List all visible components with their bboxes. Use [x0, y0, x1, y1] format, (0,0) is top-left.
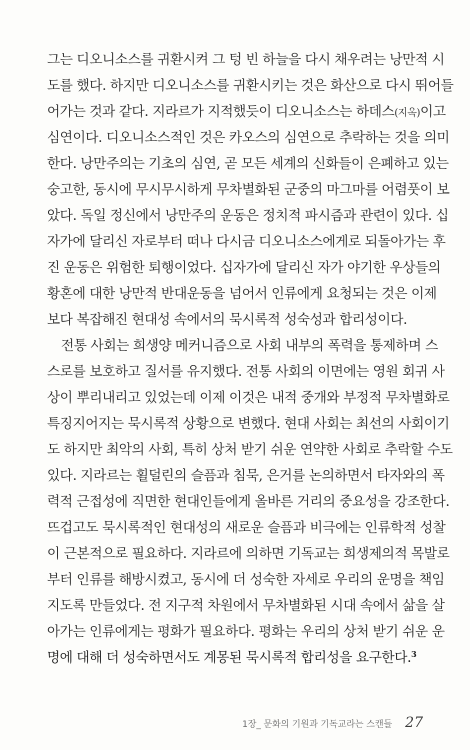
- text-segment: 명에 대해 더 성숙하면서도 계몽된 묵시록적 합리성을 요구한다.: [47, 650, 412, 666]
- running-head: 1장_ 문화의 기원과 기독교라는 스캔들: [242, 720, 393, 730]
- page-number: 27: [405, 715, 423, 731]
- text-line: 자가에 달리신 자로부터 떠나 다시금 디오니소스에게로 되돌아가는 후: [47, 234, 446, 250]
- text-line: 그는 디오니소스를 귀환시켜 그 텅 빈 하늘을 다시 채우려는 낭만적 시: [47, 52, 445, 68]
- text-line: 심연이다. 디오니소스적인 것은 카오스의 심연으로 추락하는 것을 의미: [47, 130, 450, 146]
- text-line: 황혼에 대한 낭만적 반대운동을 넘어서 인류에게 요청되는 것은 이제: [47, 286, 437, 302]
- text-line: 뜨겁고도 묵시록적인 현대성의 새로운 슬픔과 비극에는 인류학적 성찰: [47, 520, 446, 536]
- text-line: 도 하지만 최악의 사회, 특히 상처 받기 쉬운 연약한 사회로 추락할 수도: [47, 442, 453, 458]
- text-line: 지도록 만들었다. 전 지구적 차원에서 무차별화된 시대 속에서 삶을 살: [47, 598, 445, 614]
- text-line: [47, 99, 446, 125]
- paragraph-2: [47, 333, 453, 671]
- paragraph-1: [47, 47, 454, 333]
- text-line: 도를 했다. 하지만 디오니소스를 귀환시키는 것은 화산으로 다시 뛰어들: [47, 78, 454, 94]
- text-line: 아가는 인류에게는 평화가 필요하다. 평화는 우리의 상처 받기 쉬운 운: [47, 624, 445, 640]
- text-line: 이 근본적으로 필요하다. 지라르에 의하면 기독교는 희생제의적 목발로: [47, 546, 450, 562]
- text-line: 전통 사회는 희생양 메커니즘으로 사회 내부의 폭력을 통제하며 스: [61, 338, 438, 354]
- text-line: 숭고한, 동시에 무시무시하게 무차별화된 군중의 마그마를 어렴풋이 보: [47, 182, 450, 198]
- text-line: 력적 근접성에 직면한 현대인들에게 올바른 거리의 중요성을 강조한다.: [47, 494, 450, 510]
- text-line: 았다. 독일 정신에서 낭만주의 운동은 정치적 파시즘과 관련이 있다. 십: [47, 208, 449, 224]
- text-line: 상이 뿌리내리고 있었는데 이제 이것은 내적 중개와 부정적 무차별화로: [47, 390, 450, 406]
- text-line: 진 운동은 위험한 퇴행이었다. 십자가에 달리신 자가 야기한 우상들의: [47, 260, 441, 276]
- text-line: 한다. 낭만주의는 기초의 심연, 곧 모든 세계의 신화들이 은폐하고 있는: [47, 156, 449, 172]
- text-line: 있다. 지라르는 횔덜린의 슬픔과 침묵, 은거를 논의하면서 타자와의 폭: [47, 468, 445, 484]
- text-segment: 이고: [420, 104, 446, 120]
- parenthetical-note: (지옥): [394, 108, 421, 119]
- text-line: [47, 645, 425, 671]
- page-footer: [242, 710, 423, 734]
- text-line: 특징지어지는 묵시록적 상황으로 변했다. 현대 사회는 최선의 사회이기: [47, 416, 450, 432]
- text-line: 부터 인류를 해방시켰고, 동시에 더 성숙한 자세로 우리의 운명을 책임: [47, 572, 445, 588]
- text-line: 보다 복잡해진 현대성 속에서의 묵시록적 성숙성과 합리성이다.: [47, 312, 408, 328]
- text-line: 스로를 보호하고 질서를 유지했다. 전통 사회의 이면에는 영원 회귀 사: [47, 364, 445, 380]
- text-segment: 어가는 것과 같다. 지라르가 지적했듯이 디오니소스는 하데스: [47, 104, 395, 120]
- footnote-marker[interactable]: 3: [411, 649, 417, 659]
